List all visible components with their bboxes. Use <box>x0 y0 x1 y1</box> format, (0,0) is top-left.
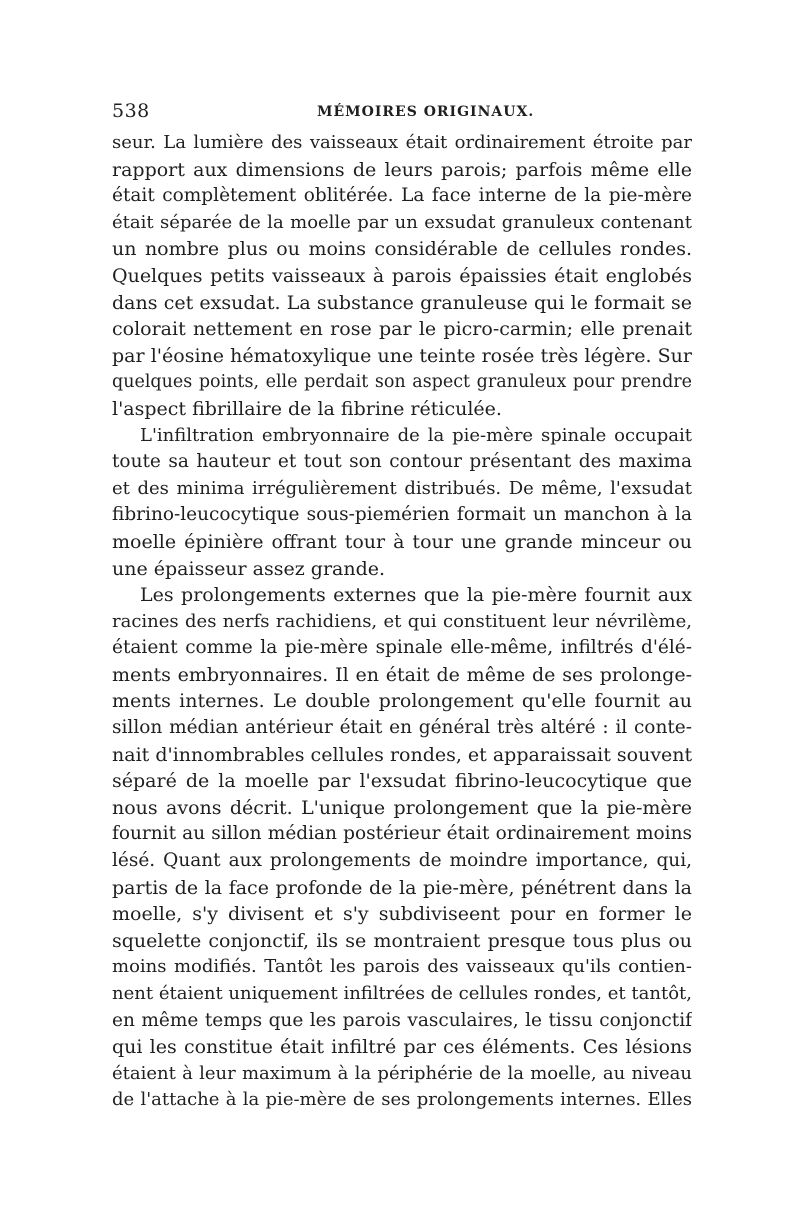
text-line: moelle épinière offrant tour à tour une grande minceur ou <box>112 530 692 553</box>
text-line: nous avons décrit. L'unique prolongement que la pie-mère <box>112 796 692 819</box>
text-line: étaient comme la pie-mère spinale elle-même, infiltrés d'élé- <box>112 637 692 659</box>
text-line: une épaisseur assez grande. <box>112 557 386 580</box>
text-line: l'aspect fibrillaire de la fibrine réticulée. <box>112 397 502 420</box>
text-line: dans cet exsudat. La substance granuleuse qui le formait se <box>112 291 692 314</box>
text-line: par l'éosine hématoxylique une teinte rosée très légère. Sur <box>112 344 692 367</box>
page-number: 538 <box>112 100 150 122</box>
text-line: moins modifiés. Tantôt les parois des vaisseaux qu'ils contien- <box>112 956 692 978</box>
text-line: squelette conjonctif, ils se montraient presque tous plus ou <box>112 929 692 952</box>
text-line: un nombre plus ou moins considérable de cellules rondes. <box>112 238 692 261</box>
text-line: moelle, s'y divisent et s'y subdiviseent pour en former le <box>112 903 692 926</box>
running-title: MÉMOIRES ORIGINAUX. <box>317 104 535 120</box>
running-head <box>112 100 692 130</box>
text-line: fournit au sillon médian postérieur était ordinairement moins <box>112 823 692 845</box>
text-line: fibrino-leucocytique sous-piemérien formait un manchon à la <box>112 504 692 526</box>
text-line: était séparée de la moelle par un exsudat granuleux contenant <box>112 211 692 233</box>
text-line: rapport aux dimensions de leurs parois; parfois même elle <box>112 158 692 181</box>
text-line: L'infiltration embryonnaire de la pie-mère spinale occupait <box>140 424 692 446</box>
text-line: toute sa hauteur et tout son contour présentant des maxima <box>112 451 692 473</box>
text-line: séparé de la moelle par l'exsudat fibrino-leucocytique que <box>112 770 692 793</box>
text-line: racines des nerfs rachidiens, et qui constituent leur névrilème, <box>112 610 692 632</box>
text-line: qui les constitue était infiltré par ces éléments. Ces lésions <box>112 1036 692 1059</box>
text-line: nait d'innombrables cellules rondes, et apparaissait souvent <box>112 743 692 766</box>
text-line: nent étaient uniquement infiltrées de cellules rondes, et tantôt, <box>112 983 692 1004</box>
text-line: de l'attache à la pie-mère de ses prolongements internes. Elles <box>112 1089 692 1111</box>
text-line: ments internes. Le double prolongement qu'elle fournit au <box>112 690 692 713</box>
text-line: ments embryonnaires. Il en était de même de ses prolonge- <box>112 663 692 686</box>
text-line: lésé. Quant aux prolongements de moindre importance, qui, <box>112 850 692 872</box>
text-line: Quelques petits vaisseaux à parois épaissies était englobés <box>112 264 692 287</box>
text-line: en même temps que les parois vasculaires, le tissu conjonctif <box>112 1009 692 1031</box>
text-line: colorait nettement en rose par le picro-carmin; elle prenait <box>112 318 692 341</box>
text-line: était complètement oblitérée. La face interne de la pie-mère <box>112 185 692 207</box>
text-line: étaient à leur maximum à la périphérie de la moelle, au niveau <box>112 1062 692 1084</box>
text-line: partis de la face profonde de la pie-mère, pénétrent dans la <box>112 876 692 899</box>
text-line: Les prolongements externes que la pie-mère fournit aux <box>140 584 692 607</box>
text-line: sillon médian antérieur était en général très altéré : il conte- <box>112 717 692 739</box>
body-text <box>112 130 692 1114</box>
text-line: et des minima irrégulièrement distribués. De même, l'exsudat <box>112 477 692 499</box>
text-line: quelques points, elle perdait son aspect granuleux pour prendre <box>112 372 692 393</box>
text-line: seur. La lumière des vaisseaux était ordinairement étroite par <box>112 132 692 153</box>
